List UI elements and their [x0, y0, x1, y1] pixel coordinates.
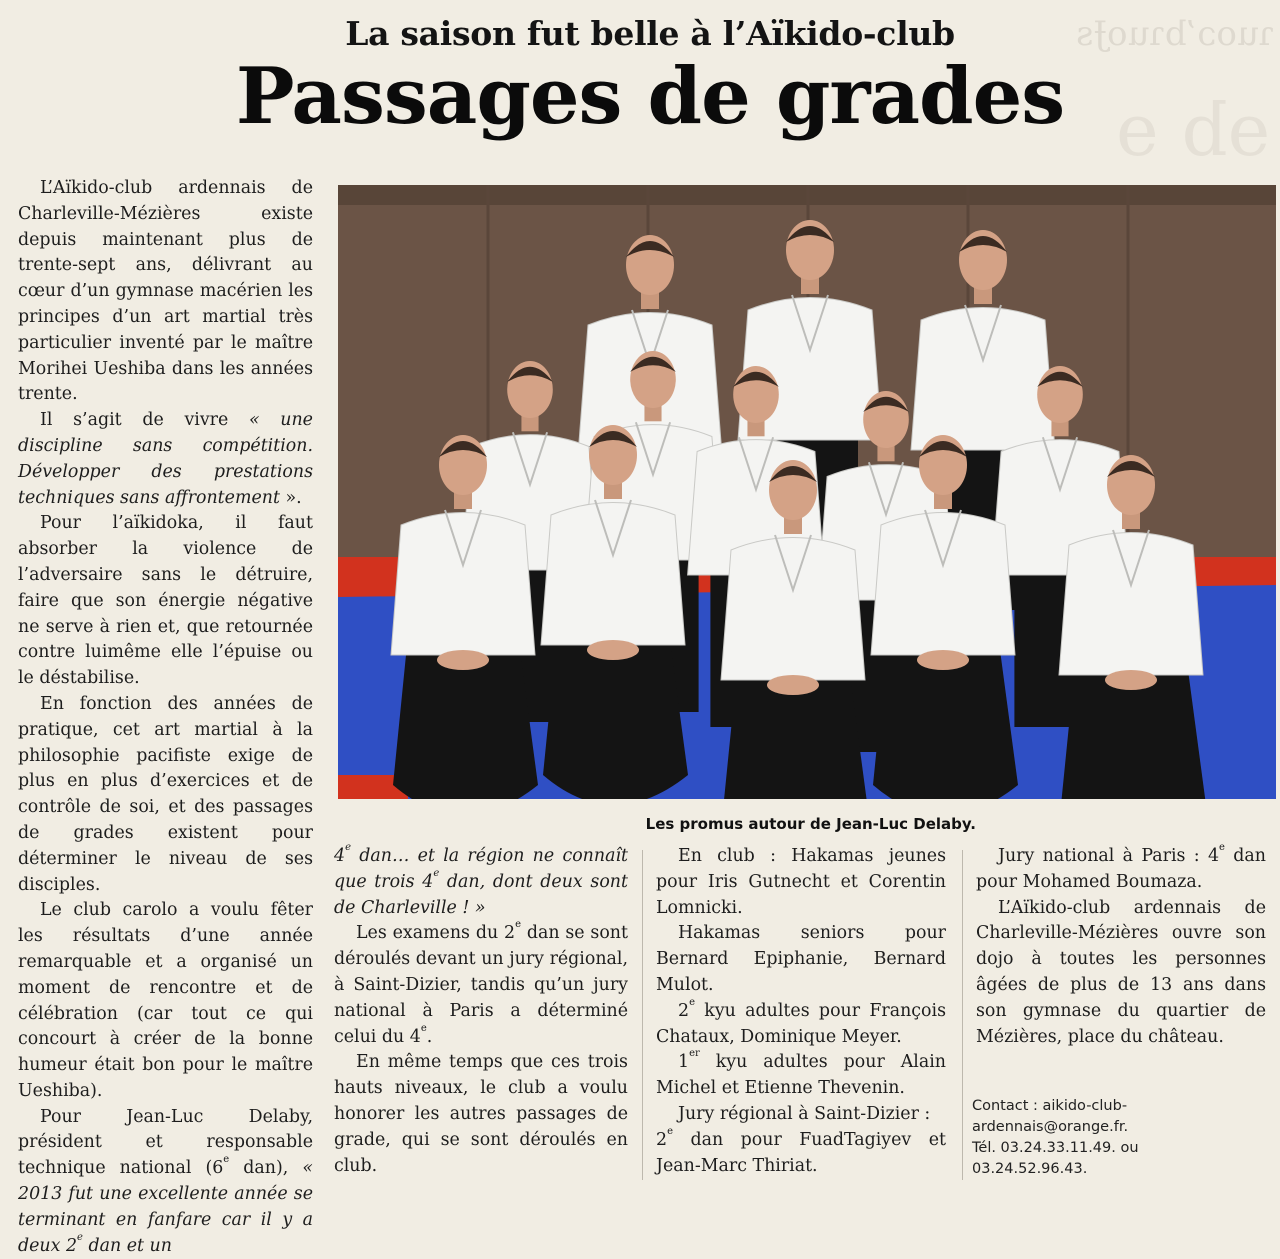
paragraph: En même temps que ces trois hauts niveaux, le club a voulu honorer les autres passages de grade, qui se sont déroulés en club. — [334, 1052, 628, 1176]
paragraph: En fonction des années de pratique, cet art martial à la philosophie pacifiste exige de plus en plus d’exercices et de contrôle de soi, et des passages de grades existent pour déterminer le niveau de ses disciples. — [18, 693, 313, 895]
paragraph: Pour Jean-Luc Delaby, président et responsable technique national (6e dan), « 2013 fut une excellente année se terminant en fanfare car il y a deux 2e dan et un — [18, 1106, 313, 1256]
paragraph: Jury national à Paris : 4e dan pour Mohamed Boumaza. — [976, 842, 1266, 892]
text-column-2 — [334, 844, 628, 1179]
paragraph — [334, 844, 628, 921]
paragraph: 2e kyu adultes pour François Chataux, Dominique Meyer. — [656, 996, 946, 1047]
paragraph: 2e dan pour FuadTagiyev et Jean-Marc Thiriat. — [656, 1125, 946, 1176]
column-rule — [962, 850, 963, 1180]
contact-block — [972, 1096, 1272, 1180]
paragraph: Jury régional à Saint-Dizier : — [678, 1103, 931, 1124]
paragraph: 1er kyu adultes pour Alain Michel et Etienne Thevenin. — [656, 1048, 946, 1099]
column-rule — [642, 850, 643, 1180]
contact-line: Contact : aikido-club- — [972, 1098, 1128, 1114]
quote: « 2013 fut une excellente année se terminant en fanfare car il y a deux 2e dan et un — [18, 1158, 313, 1256]
paragraph: Les examens du 2e dan se sont déroulés devant un jury régional, à Saint-Dizier, tandis qu’un jury national à Paris a déterminé celui du 4e. — [334, 919, 628, 1047]
paragraph: Il s’agit de vivre « une discipline sans compétition. Développer des prestations techniques sans affrontement ». — [18, 410, 313, 508]
contact-line: ardennais@orange.fr. — [972, 1119, 1129, 1135]
quote: 4e dan… et la région ne connaît que trois 4e dan, dont deux sont de Charleville ! » — [334, 842, 628, 918]
bleed-through-text: ɘb ɘ — [1115, 88, 1270, 172]
group-photo — [338, 185, 1276, 799]
bleed-through-text: ɿuoɔʼbɿuoɈs — [1075, 14, 1274, 54]
photo-caption: Les promus autour de Jean-Luc Delaby. — [645, 815, 976, 833]
paragraph: L’Aïkido-club ardennais de Charleville-Mézières existe depuis maintenant plus de trente-sept ans, délivrant au cœur d’un gymnase macérien les principes d’un art martial très particulier inventé par le maître Morihei Ueshiba dans les années trente. — [18, 178, 313, 405]
paragraph: Le club carolo a voulu fêter les résultats d’une année remarquable et a organisé un moment de rencontre et de célébration (car tout ce qui concourt à créer de la bonne humeur était bon pour le maître Ueshiba). — [18, 900, 313, 1101]
quote: « une discipline sans compétition. Développer des prestations techniques sans affrontement — [18, 410, 313, 508]
aikido-group-illustration — [338, 185, 1276, 799]
paragraph: Pour l’aïkidoka, il faut absorber la violence de l’adversaire sans le détruire, faire que son énergie négative ne serve à rien et, que retournée contre luimême elle l’épuise ou le déstabilise. — [18, 513, 313, 689]
paragraph: En club : Hakamas jeunes pour Iris Gutnecht et Corentin Lomnicki. — [656, 846, 946, 918]
paragraph: Hakamas seniors pour Bernard Epiphanie, Bernard Mulot. — [656, 923, 946, 995]
contact-line: Tél. 03.24.33.11.49. ou — [972, 1140, 1139, 1156]
article-headline: Passages de grades — [235, 51, 1065, 142]
text-column-1 — [18, 176, 313, 1259]
text-column-3 — [656, 844, 946, 1179]
contact-line: 03.24.52.96.43. — [972, 1161, 1088, 1177]
article-kicker: La saison fut belle à l’Aïkido-club — [345, 14, 955, 53]
text-column-4 — [976, 844, 1266, 1050]
paragraph: L’Aïkido-club ardennais de Charleville-Mézières ouvre son dojo à toutes les personnes âgées de plus de 13 ans dans son gymnase du quartier de Mézières, place du château. — [976, 897, 1266, 1047]
